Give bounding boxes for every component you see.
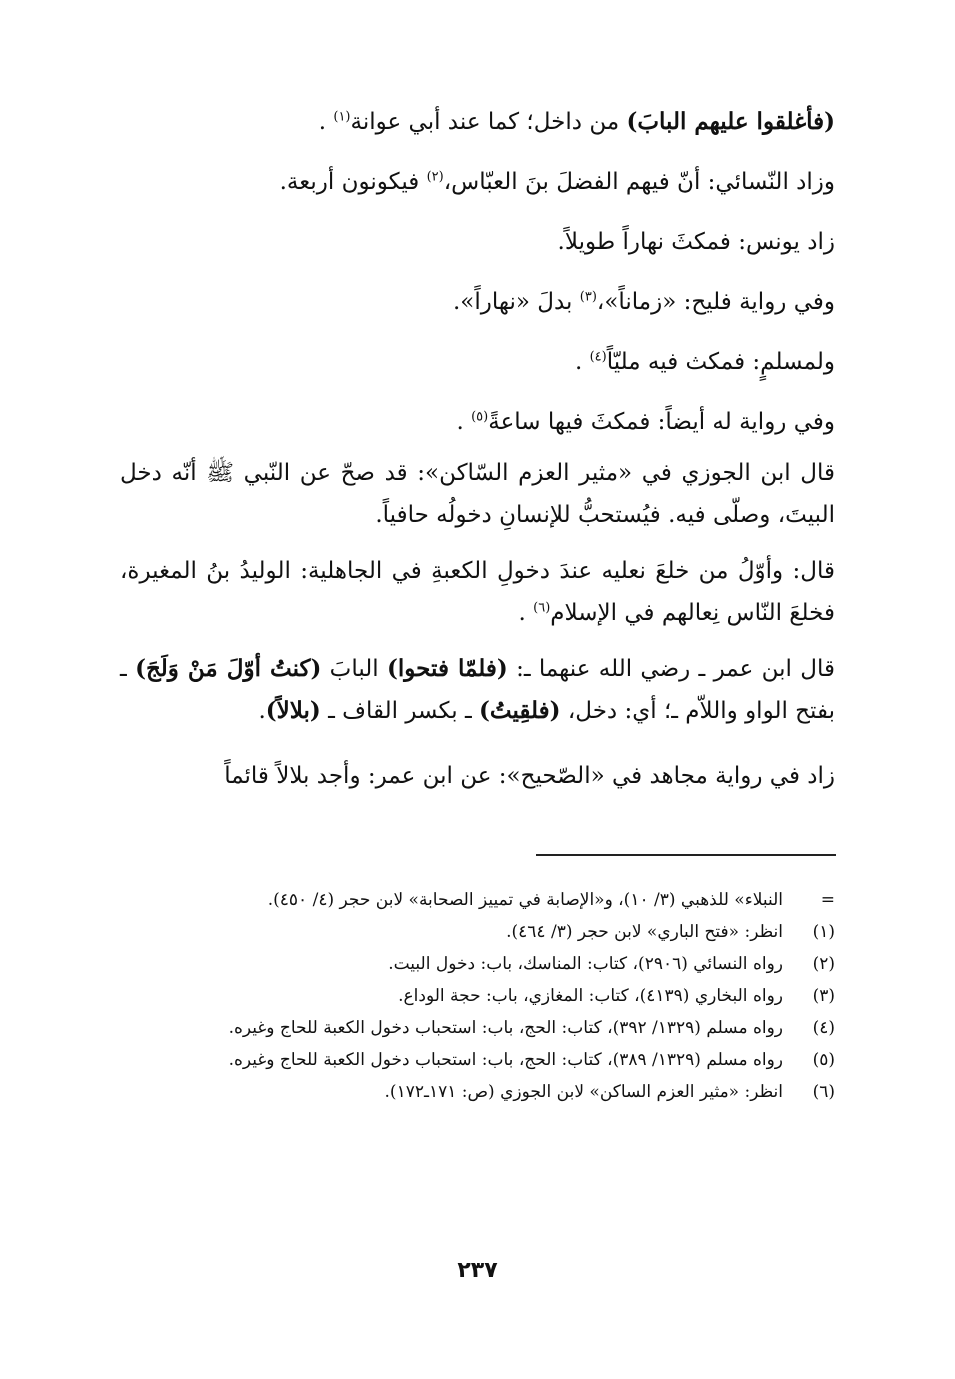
footnote (120, 1076, 835, 1108)
text: قال ابن عمر ـ رضي الله عنهما ـ: (507, 656, 835, 682)
text: بدلَ «نهاراً». (452, 289, 580, 315)
quote-bold: (فلمّا فتحوا) (387, 655, 508, 682)
quote-bold: (فأغلقوا عليهم البابَ) (626, 108, 835, 135)
footnote-mark: (١) (812, 922, 835, 942)
text: . (258, 698, 266, 724)
text: وزاد النّسائي: أنّ فيهم الفضلَ بنَ العبّاس، (443, 169, 835, 195)
footnote-ref[interactable]: (٦) (533, 600, 551, 616)
quote-bold: (كنتُ أوّلَ مَنْ وَلَجَ) (135, 655, 322, 682)
footnotes (120, 884, 835, 1108)
footnote (120, 916, 835, 948)
text: من داخل؛ كما عند أبي عوانة (350, 109, 627, 135)
text: . (456, 409, 472, 435)
quote-bold: (فلقِيتُ) (479, 697, 561, 724)
paragraph (120, 648, 835, 732)
footnote (120, 884, 835, 916)
paragraph: زاد يونس: فمكثَ نهاراً طويلاً. (557, 229, 835, 255)
footnote-mark: (٦) (812, 1082, 835, 1102)
footnote-ref[interactable]: (٣) (579, 289, 597, 305)
footnote-mark: (٣) (812, 986, 835, 1006)
paragraph: قال ابن الجوزي في «مثير العزم السّاكن»: قد صحّ عن النّبي ﷺ أنّه دخل البيتَ، وصلّى فيه. فيُستحبُّ للإنسانِ دخولُه حافياً. (120, 460, 835, 528)
footnote-mark: = (820, 890, 835, 910)
text: البابَ (321, 656, 387, 682)
paragraph (120, 392, 835, 452)
text: . (518, 600, 534, 626)
footnote-ref[interactable]: (١) (333, 109, 351, 125)
footnote (120, 1012, 835, 1044)
text: فيكونون أربعة. (279, 169, 427, 195)
text: وفي رواية فليح: «زماناً»، (596, 289, 835, 315)
footnote-text: رواه مسلم (١٣٢٩/ ٣٨٩)، كتاب: الحج، باب: استحباب دخول الكعبة للحاج وغيره. (228, 1050, 783, 1070)
footnote-text: رواه البخاري (٤١٣٩)، كتاب: المغازي، باب: حجة الوداع. (398, 986, 783, 1006)
text: ولمسلمٍ: فمكث فيه مليّاً (606, 349, 835, 375)
footnote-divider (536, 854, 836, 856)
footnote-text: انظر: «فتح الباري» لابن حجر (٣/ ٤٦٤). (506, 922, 783, 942)
footnote-mark: (٢) (812, 954, 835, 974)
footnote-text: النبلاء» للذهبي (٣/ ١٠)، و«الإصابة في تمييز الصحابة» لابن حجر (٤/ ٤٥٠). (267, 890, 783, 910)
footnote-text: رواه النسائي (٢٩٠٦)، كتاب: المناسك، باب: دخول البيت. (388, 954, 783, 974)
footnote-text: انظر: «مثير العزم الساكن» لابن الجوزي (ص: ١٧١ـ١٧٢). (384, 1082, 783, 1102)
main-text (120, 92, 835, 806)
quote-bold: (بلالاً) (265, 697, 321, 724)
page (120, 92, 835, 1102)
paragraph: زاد في رواية مجاهد في «الصّحيح»: عن ابن عمر: وأجد بلالاً قائماً (224, 763, 835, 789)
footnote (120, 980, 835, 1012)
footnote-mark: (٤) (812, 1018, 835, 1038)
footnote-ref[interactable]: (٤) (589, 349, 607, 365)
footnote (120, 1044, 835, 1076)
text: . (318, 109, 334, 135)
text: . (574, 349, 590, 375)
footnote-mark: (٥) (812, 1050, 835, 1070)
page-number: ٢٣٧ (457, 1258, 498, 1283)
paragraph (120, 272, 835, 332)
text: وفي رواية له أيضاً: فمكثَ فيها ساعةً (488, 409, 835, 435)
text: ـ بكسر القاف ـ (320, 698, 480, 724)
paragraph (120, 92, 835, 152)
paragraph (120, 152, 835, 212)
text: قال: وأوّلُ من خلعَ نعليه عندَ دخولِ الكعبةِ في الجاهلية: الوليدُ بنُ المغيرة، فخلعَ النّاس نِعالهم في الإسلام (120, 558, 835, 626)
paragraph (120, 550, 835, 634)
footnote (120, 948, 835, 980)
footnote-ref[interactable]: (٥) (471, 409, 489, 425)
footnote-ref[interactable]: (٢) (426, 169, 444, 185)
footnote-text: رواه مسلم (١٣٢٩/ ٣٩٢)، كتاب: الحج، باب: استحباب دخول الكعبة للحاج وغيره. (228, 1018, 783, 1038)
text: ـ بفتح الواو واللاّم ـ؛ أي: دخل، (120, 656, 835, 724)
paragraph (120, 332, 835, 392)
